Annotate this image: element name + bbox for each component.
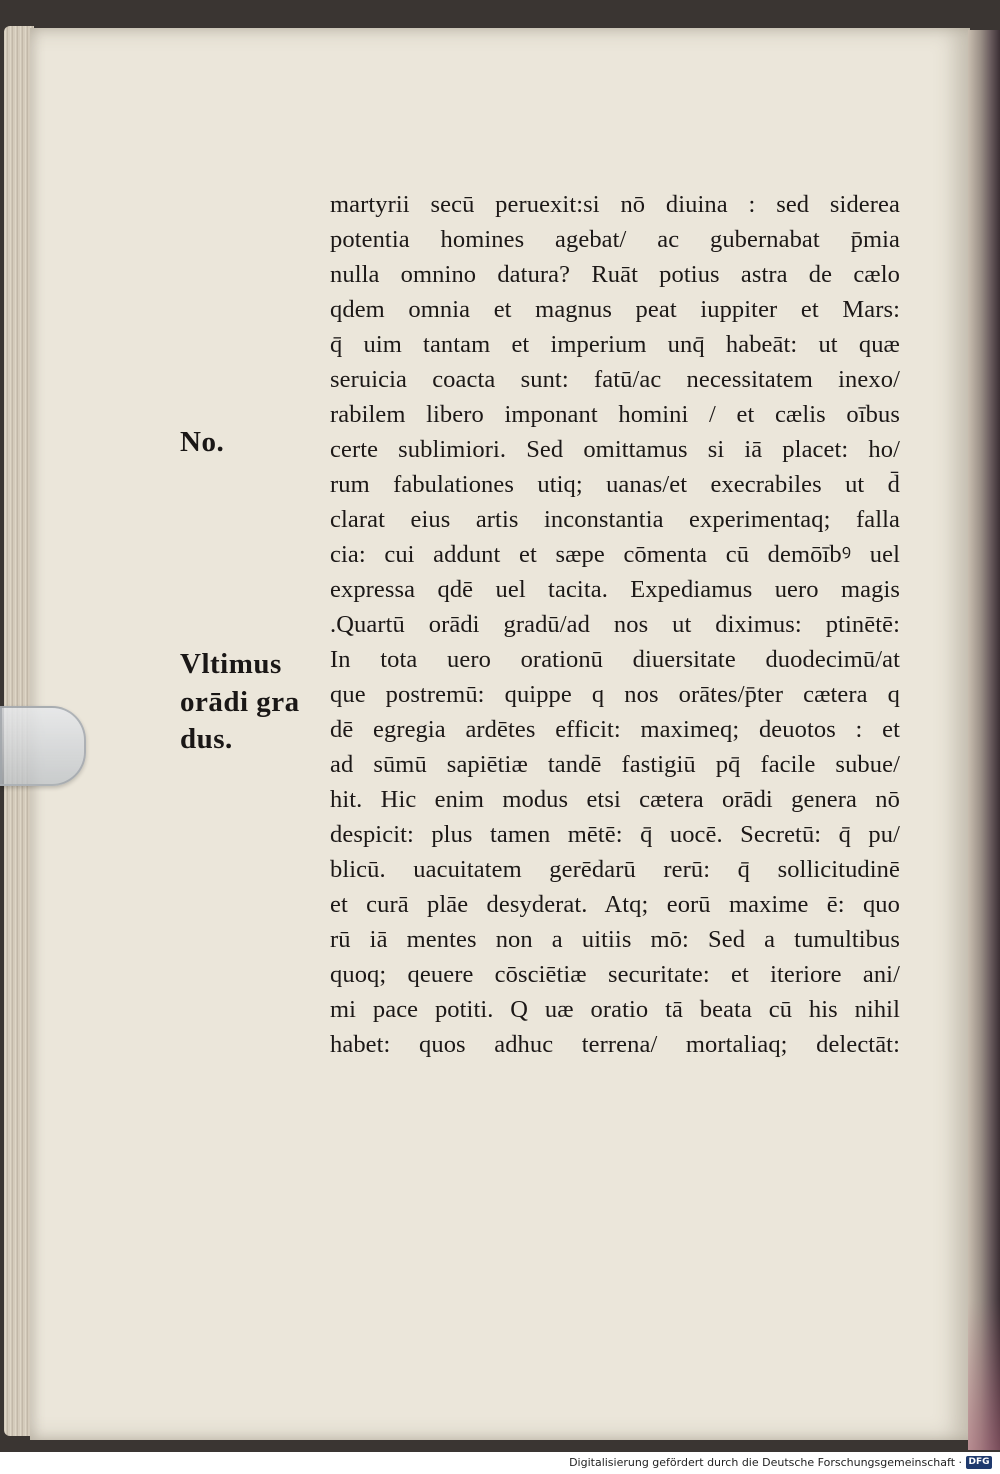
text-line: rabilem libero imponant homini / et cælis oībus	[330, 401, 900, 428]
text-line: clarat eius artis inconstantia experimentaq; falla	[330, 506, 900, 533]
text-line: In tota uero orationū diuersitate duodecimū/at	[330, 646, 900, 673]
text-line: certe sublimiori. Sed omittamus si iā placet: ho/	[330, 436, 900, 463]
text-line: martyrii secū peruexit:si nō diuina : sed siderea	[330, 191, 900, 218]
margin-note-ultimus-line3: dus.	[180, 723, 233, 755]
dfg-logo: DFG	[966, 1456, 992, 1469]
text-line: expressa qdē uel tacita. Expediamus uero magis	[330, 576, 900, 603]
text-line: rum fabulationes utiq; uanas/et execrabiles ut d̄	[330, 471, 900, 498]
text-line: mi pace potiti. Q uæ oratio tā beata cū his nihil	[330, 996, 900, 1023]
body-text	[330, 187, 900, 1062]
text-line: hit. Hic enim modus etsi cætera orādi genera nō	[330, 786, 900, 813]
text-line: habet: quos adhuc terrena/ mortaliaq; delectāt:	[330, 1031, 900, 1058]
text-line: nulla omnino datura? Ruāt potius astra de cælo	[330, 261, 900, 288]
text-line: blicū. uacuitatem gerēdarū rerū: q̄ sollicitudinē	[330, 856, 900, 883]
text-line: seruicia coacta sunt: fatū/ac necessitatem inexo/	[330, 366, 900, 393]
text-line: cia: cui addunt et sæpe cōmenta cū demōībꝰ uel	[330, 541, 900, 568]
binding-tint	[968, 1300, 1000, 1450]
margin-note-ultimus-line1: Vltimus	[180, 648, 282, 680]
page-clip	[0, 706, 86, 786]
text-line: qdem omnia et magnus peat iuppiter et Mars:	[330, 296, 900, 323]
text-line: et curā plāe desyderat. Atq; eorū maxime ē: quo	[330, 891, 900, 918]
text-line: quoq; qeuere cōsciētiæ securitate: et iteriore ani/	[330, 961, 900, 988]
text-line: dē egregia ardētes efficit: maximeq; deuotos : et	[330, 716, 900, 743]
margin-note-ultimus-line2: orādi gra	[180, 686, 300, 718]
show-through-mark	[180, 262, 240, 292]
text-line: que postremū: quippe q nos orātes/p̄ter cætera q	[330, 681, 900, 708]
text-line: q̄ uim tantam et imperium unq̄ habeāt: ut quæ	[330, 331, 900, 358]
book-spine-edge	[968, 30, 1000, 1450]
footer-bar	[0, 1452, 1000, 1474]
funding-credit: Digitalisierung gefördert durch die Deutsche Forschungsgemeinschaft ·	[569, 1456, 962, 1469]
text-line: .Quartū orādi gradū/ad nos ut diximus: ptinētē:	[330, 611, 900, 638]
margin-note-no: No.	[180, 426, 225, 458]
text-line: rū iā mentes non a uitiis mō: Sed a tumultibus	[330, 926, 900, 953]
text-line: potentia homines agebat/ ac gubernabat p̄mia	[330, 226, 900, 253]
text-line: despicit: plus tamen mētē: q̄ uocē. Secretū: q̄ pu/	[330, 821, 900, 848]
text-line: ad sūmū sapiētiæ tandē fastigiū pq̄ facile subue/	[330, 751, 900, 778]
